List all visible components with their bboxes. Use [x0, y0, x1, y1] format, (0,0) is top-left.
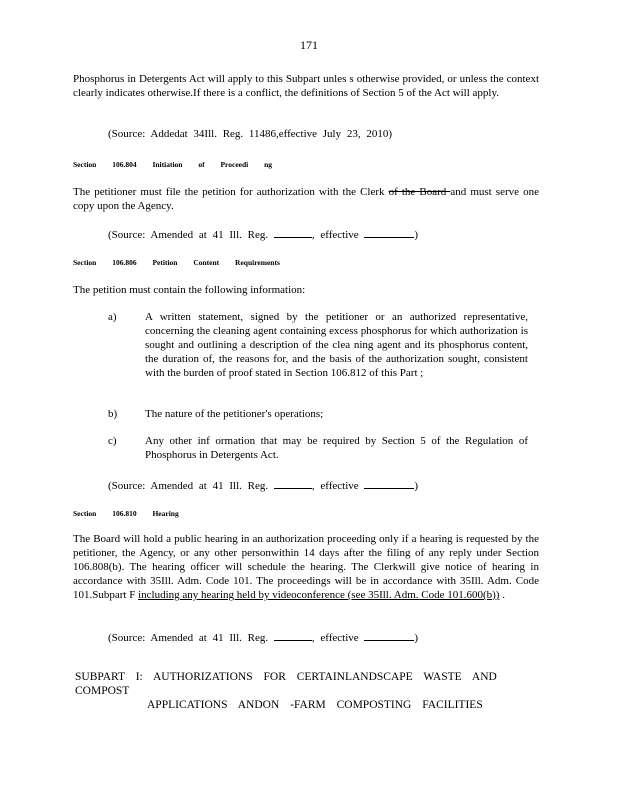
section-106-810-text	[73, 532, 539, 602]
hearing-underlined-text: including any hearing held by videoconference (see 35Ill. Adm. Code 101.600(b))	[138, 589, 500, 601]
text-before-strike: The petitioner must file the petition for authorization with the Clerk	[73, 186, 389, 198]
source-prefix: (Source: Amended at 41 Ill. Reg.	[108, 480, 269, 492]
source-suffix: )	[414, 632, 419, 644]
hearing-end: .	[499, 589, 505, 601]
page-number: 171	[300, 38, 318, 52]
item-a-text: A written statement, signed by the petitioner or an authorized representative, concerning the cleaning agent containing excess phosphorus for which authorization is sought and outlining a description of the clea ning agent and its phosphorus content, the duration of, the reasons for, and the basis of the authorization sought, consistent with the burden of proof stated in Section 106.812 of this Part ;	[145, 311, 528, 379]
source-note-amended-2	[108, 477, 418, 493]
source-note-amended-1	[108, 226, 418, 242]
source-note-added: (Source: Addedat 34Ill. Reg. 11486,effective July 23, 2010)	[108, 128, 393, 140]
blank-effective-date	[364, 477, 414, 489]
item-c-text: Any other inf ormation that may be required by Section 5 of the Regulation of Phosphorus in Detergents Act.	[145, 435, 528, 461]
section-106-810-heading: Section 106.810 Hearing	[73, 509, 179, 518]
item-c-label: c)	[108, 435, 117, 447]
subpart-i-line-2: APPLICATIONS ANDON -FARM COMPOSTING FACILITIES	[147, 699, 483, 711]
source-middle: , effective	[311, 480, 359, 492]
item-a-label: a)	[108, 311, 117, 323]
blank-effective-date	[364, 629, 414, 641]
item-b-text: The nature of the petitioner's operations;	[145, 408, 324, 420]
blank-register-page	[274, 477, 312, 489]
blank-effective-date	[364, 226, 414, 238]
section-106-804-paragraph	[73, 185, 539, 213]
blank-register-page	[274, 226, 312, 238]
source-note-amended-3	[108, 629, 418, 645]
section-106-806-intro: The petition must contain the following information:	[73, 284, 306, 296]
source-middle: , effective	[311, 632, 359, 644]
subpart-i-heading	[75, 670, 535, 712]
section-106-804-text	[73, 185, 539, 213]
source-suffix: )	[414, 229, 419, 241]
struck-text: of the Board	[388, 186, 451, 198]
item-b-label: b)	[108, 408, 118, 420]
section-106-804-heading: Section 106.804 Initiation of Proceedi ng	[73, 160, 273, 169]
text-after-strike: and must serve one copy upon the Agency.	[73, 186, 539, 212]
source-prefix: (Source: Amended at 41 Ill. Reg.	[108, 632, 269, 644]
hearing-text: The Board will hold a public hearing in an authorization proceeding only if a hearing is requested by the petitioner, the Agency, or any other personwithin 14 days after the filing of any reply under Section 106.808(b). The hearing officer will schedule the hearing. The Clerkwill give notice of hearing in accordance with 35Ill. Adm. Code 101. The proceedings will be in accordance with 35Ill. Adm. Code 101.Subpart F	[73, 533, 539, 601]
section-106-810-paragraph	[73, 532, 539, 602]
source-suffix: )	[414, 480, 419, 492]
subpart-i-line-1: SUBPART I: AUTHORIZATIONS FOR CERTAINLANDSCAPE WASTE AND COMPOST	[75, 671, 497, 697]
section-106-806-heading: Section 106.806 Petition Content Requirements	[73, 258, 280, 267]
blank-register-page	[274, 629, 312, 641]
intro-paragraph-text: Phosphorus in Detergents Act will apply to this Subpart unles s otherwise provided, or unless the context clearly indicates otherwise.If there is a conflict, the definitions of Section 5 of the Act will apply.	[73, 73, 539, 99]
source-middle: , effective	[311, 229, 359, 241]
source-prefix: (Source: Amended at 41 Ill. Reg.	[108, 229, 269, 241]
intro-paragraph	[73, 72, 539, 100]
